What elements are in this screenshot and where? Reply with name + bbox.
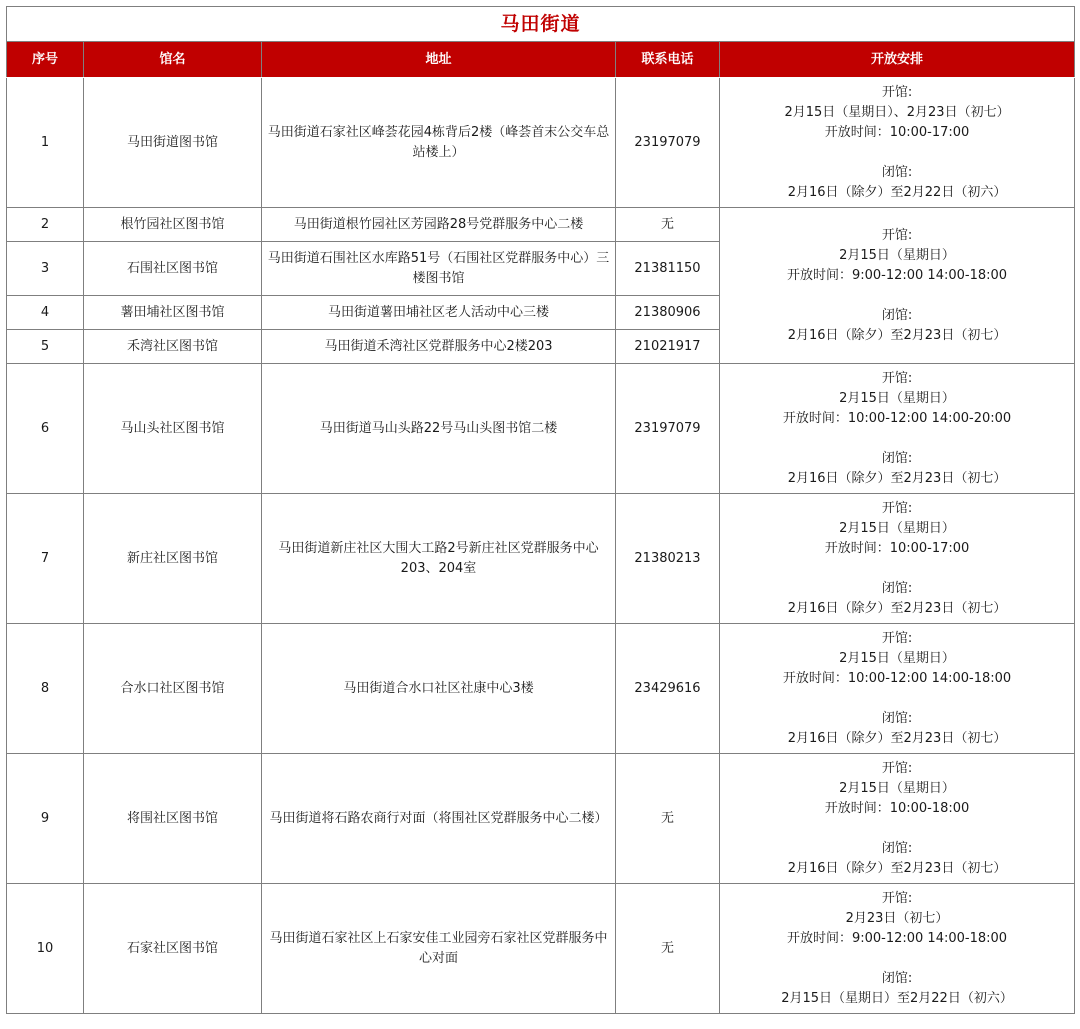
row-phone: 23429616 bbox=[616, 624, 720, 754]
row-address: 马田街道石家社区峰荟花园4栋背后2楼（峰荟首末公交车总站楼上） bbox=[262, 78, 616, 208]
row-address: 马田街道薯田埔社区老人活动中心三楼 bbox=[262, 296, 616, 330]
row-phone: 23197079 bbox=[616, 78, 720, 208]
row-address: 马田街道石围社区水库路51号（石围社区党群服务中心）三楼图书馆 bbox=[262, 242, 616, 296]
schedule-line: 2月16日（除夕）至2月22日（初六） bbox=[787, 184, 1007, 200]
row-schedule bbox=[720, 624, 1075, 754]
row-no: 2 bbox=[7, 208, 84, 242]
schedule-line: 开放时间：9:00-12:00 14:00-18:00 bbox=[786, 267, 1008, 283]
schedule-line: 开放时间：10:00-18:00 bbox=[824, 800, 970, 816]
row-no: 8 bbox=[7, 624, 84, 754]
row-schedule bbox=[720, 754, 1075, 884]
schedule-line: 2月16日（除夕）至2月23日（初七） bbox=[787, 470, 1007, 486]
schedule-line: 闭馆: bbox=[881, 840, 913, 856]
schedule-line: 2月15日（星期日） bbox=[839, 390, 955, 406]
schedule-line: 2月15日（星期日） bbox=[839, 780, 955, 796]
schedule-line: 闭馆: bbox=[881, 450, 913, 466]
schedule-line: 2月15日（星期日）至2月22日（初六） bbox=[781, 990, 1013, 1006]
schedule-line: 开馆: bbox=[881, 84, 913, 100]
schedule-line: 2月16日（除夕）至2月23日（初七） bbox=[787, 730, 1007, 746]
row-name: 将围社区图书馆 bbox=[84, 754, 262, 884]
row-schedule bbox=[720, 78, 1075, 208]
row-phone: 23197079 bbox=[616, 364, 720, 494]
header-address: 地址 bbox=[262, 42, 616, 78]
schedule-line: 开馆: bbox=[881, 370, 913, 386]
row-no: 7 bbox=[7, 494, 84, 624]
schedule-line: 闭馆: bbox=[881, 710, 913, 726]
library-schedule-table bbox=[6, 6, 1075, 1014]
row-address: 马田街道根竹园社区芳园路28号党群服务中心二楼 bbox=[262, 208, 616, 242]
row-no: 3 bbox=[7, 242, 84, 296]
row-address: 马田街道石家社区上石家安佳工业园旁石家社区党群服务中心对面 bbox=[262, 884, 616, 1014]
table-row bbox=[7, 494, 1075, 624]
schedule-line: 开馆: bbox=[881, 630, 913, 646]
table-row bbox=[7, 78, 1075, 208]
row-name: 马山头社区图书馆 bbox=[84, 364, 262, 494]
schedule-spacer bbox=[724, 949, 1070, 969]
schedule-line: 开放时间：10:00-17:00 bbox=[824, 540, 970, 556]
header-name: 馆名 bbox=[84, 42, 262, 78]
schedule-spacer bbox=[724, 689, 1070, 709]
schedule-line: 2月15日（星期日） bbox=[839, 247, 955, 263]
schedule-line: 2月16日（除夕）至2月23日（初七） bbox=[787, 600, 1007, 616]
table-row bbox=[7, 754, 1075, 884]
row-name: 新庄社区图书馆 bbox=[84, 494, 262, 624]
row-address: 马田街道新庄社区大围大工路2号新庄社区党群服务中心203、204室 bbox=[262, 494, 616, 624]
schedule-line: 开放时间：10:00-12:00 14:00-20:00 bbox=[782, 410, 1012, 426]
row-name: 石围社区图书馆 bbox=[84, 242, 262, 296]
schedule-line: 开放时间：9:00-12:00 14:00-18:00 bbox=[786, 930, 1008, 946]
row-name: 根竹园社区图书馆 bbox=[84, 208, 262, 242]
row-name: 马田街道图书馆 bbox=[84, 78, 262, 208]
row-schedule bbox=[720, 364, 1075, 494]
row-phone: 无 bbox=[616, 208, 720, 242]
row-phone: 21021917 bbox=[616, 330, 720, 364]
table-row bbox=[7, 364, 1075, 494]
row-no: 6 bbox=[7, 364, 84, 494]
row-name: 薯田埔社区图书馆 bbox=[84, 296, 262, 330]
row-schedule bbox=[720, 208, 1075, 364]
table-row bbox=[7, 884, 1075, 1014]
row-no: 4 bbox=[7, 296, 84, 330]
header-phone: 联系电话 bbox=[616, 42, 720, 78]
row-no: 9 bbox=[7, 754, 84, 884]
schedule-line: 2月15日（星期日）、2月23日（初七） bbox=[784, 104, 1010, 120]
schedule-line: 2月23日（初七） bbox=[845, 910, 949, 926]
schedule-spacer bbox=[724, 429, 1070, 449]
schedule-line: 开馆: bbox=[881, 500, 913, 516]
row-address: 马田街道合水口社区社康中心3楼 bbox=[262, 624, 616, 754]
row-name: 石家社区图书馆 bbox=[84, 884, 262, 1014]
row-no: 1 bbox=[7, 78, 84, 208]
header-no: 序号 bbox=[7, 42, 84, 78]
row-phone: 无 bbox=[616, 884, 720, 1014]
schedule-line: 闭馆: bbox=[881, 970, 913, 986]
row-phone: 21381150 bbox=[616, 242, 720, 296]
schedule-line: 开馆: bbox=[881, 890, 913, 906]
schedule-line: 闭馆: bbox=[881, 164, 913, 180]
schedule-line: 开放时间：10:00-17:00 bbox=[824, 124, 970, 140]
table-row bbox=[7, 624, 1075, 754]
row-schedule bbox=[720, 884, 1075, 1014]
row-phone: 无 bbox=[616, 754, 720, 884]
schedule-line: 2月15日（星期日） bbox=[839, 650, 955, 666]
row-name: 合水口社区图书馆 bbox=[84, 624, 262, 754]
row-phone: 21380906 bbox=[616, 296, 720, 330]
row-address: 马田街道将石路农商行对面（将围社区党群服务中心二楼） bbox=[262, 754, 616, 884]
row-phone: 21380213 bbox=[616, 494, 720, 624]
schedule-spacer bbox=[724, 143, 1070, 163]
schedule-line: 闭馆: bbox=[881, 580, 913, 596]
row-no: 10 bbox=[7, 884, 84, 1014]
row-name: 禾湾社区图书馆 bbox=[84, 330, 262, 364]
schedule-spacer bbox=[724, 559, 1070, 579]
row-schedule bbox=[720, 494, 1075, 624]
schedule-line: 开馆: bbox=[881, 760, 913, 776]
header-schedule: 开放安排 bbox=[720, 42, 1075, 78]
header-row bbox=[7, 42, 1075, 78]
table-title: 马田街道 bbox=[7, 7, 1075, 42]
schedule-line: 2月15日（星期日） bbox=[839, 520, 955, 536]
schedule-line: 闭馆: bbox=[881, 307, 913, 323]
row-address: 马田街道禾湾社区党群服务中心2楼203 bbox=[262, 330, 616, 364]
row-no: 5 bbox=[7, 330, 84, 364]
schedule-line: 2月16日（除夕）至2月23日（初七） bbox=[787, 327, 1007, 343]
schedule-line: 开放时间：10:00-12:00 14:00-18:00 bbox=[782, 670, 1012, 686]
row-address: 马田街道马山头路22号马山头图书馆二楼 bbox=[262, 364, 616, 494]
schedule-line: 2月16日（除夕）至2月23日（初七） bbox=[787, 860, 1007, 876]
table-row bbox=[7, 208, 1075, 242]
schedule-line: 开馆: bbox=[881, 227, 913, 243]
schedule-spacer bbox=[724, 819, 1070, 839]
schedule-spacer bbox=[724, 286, 1070, 306]
